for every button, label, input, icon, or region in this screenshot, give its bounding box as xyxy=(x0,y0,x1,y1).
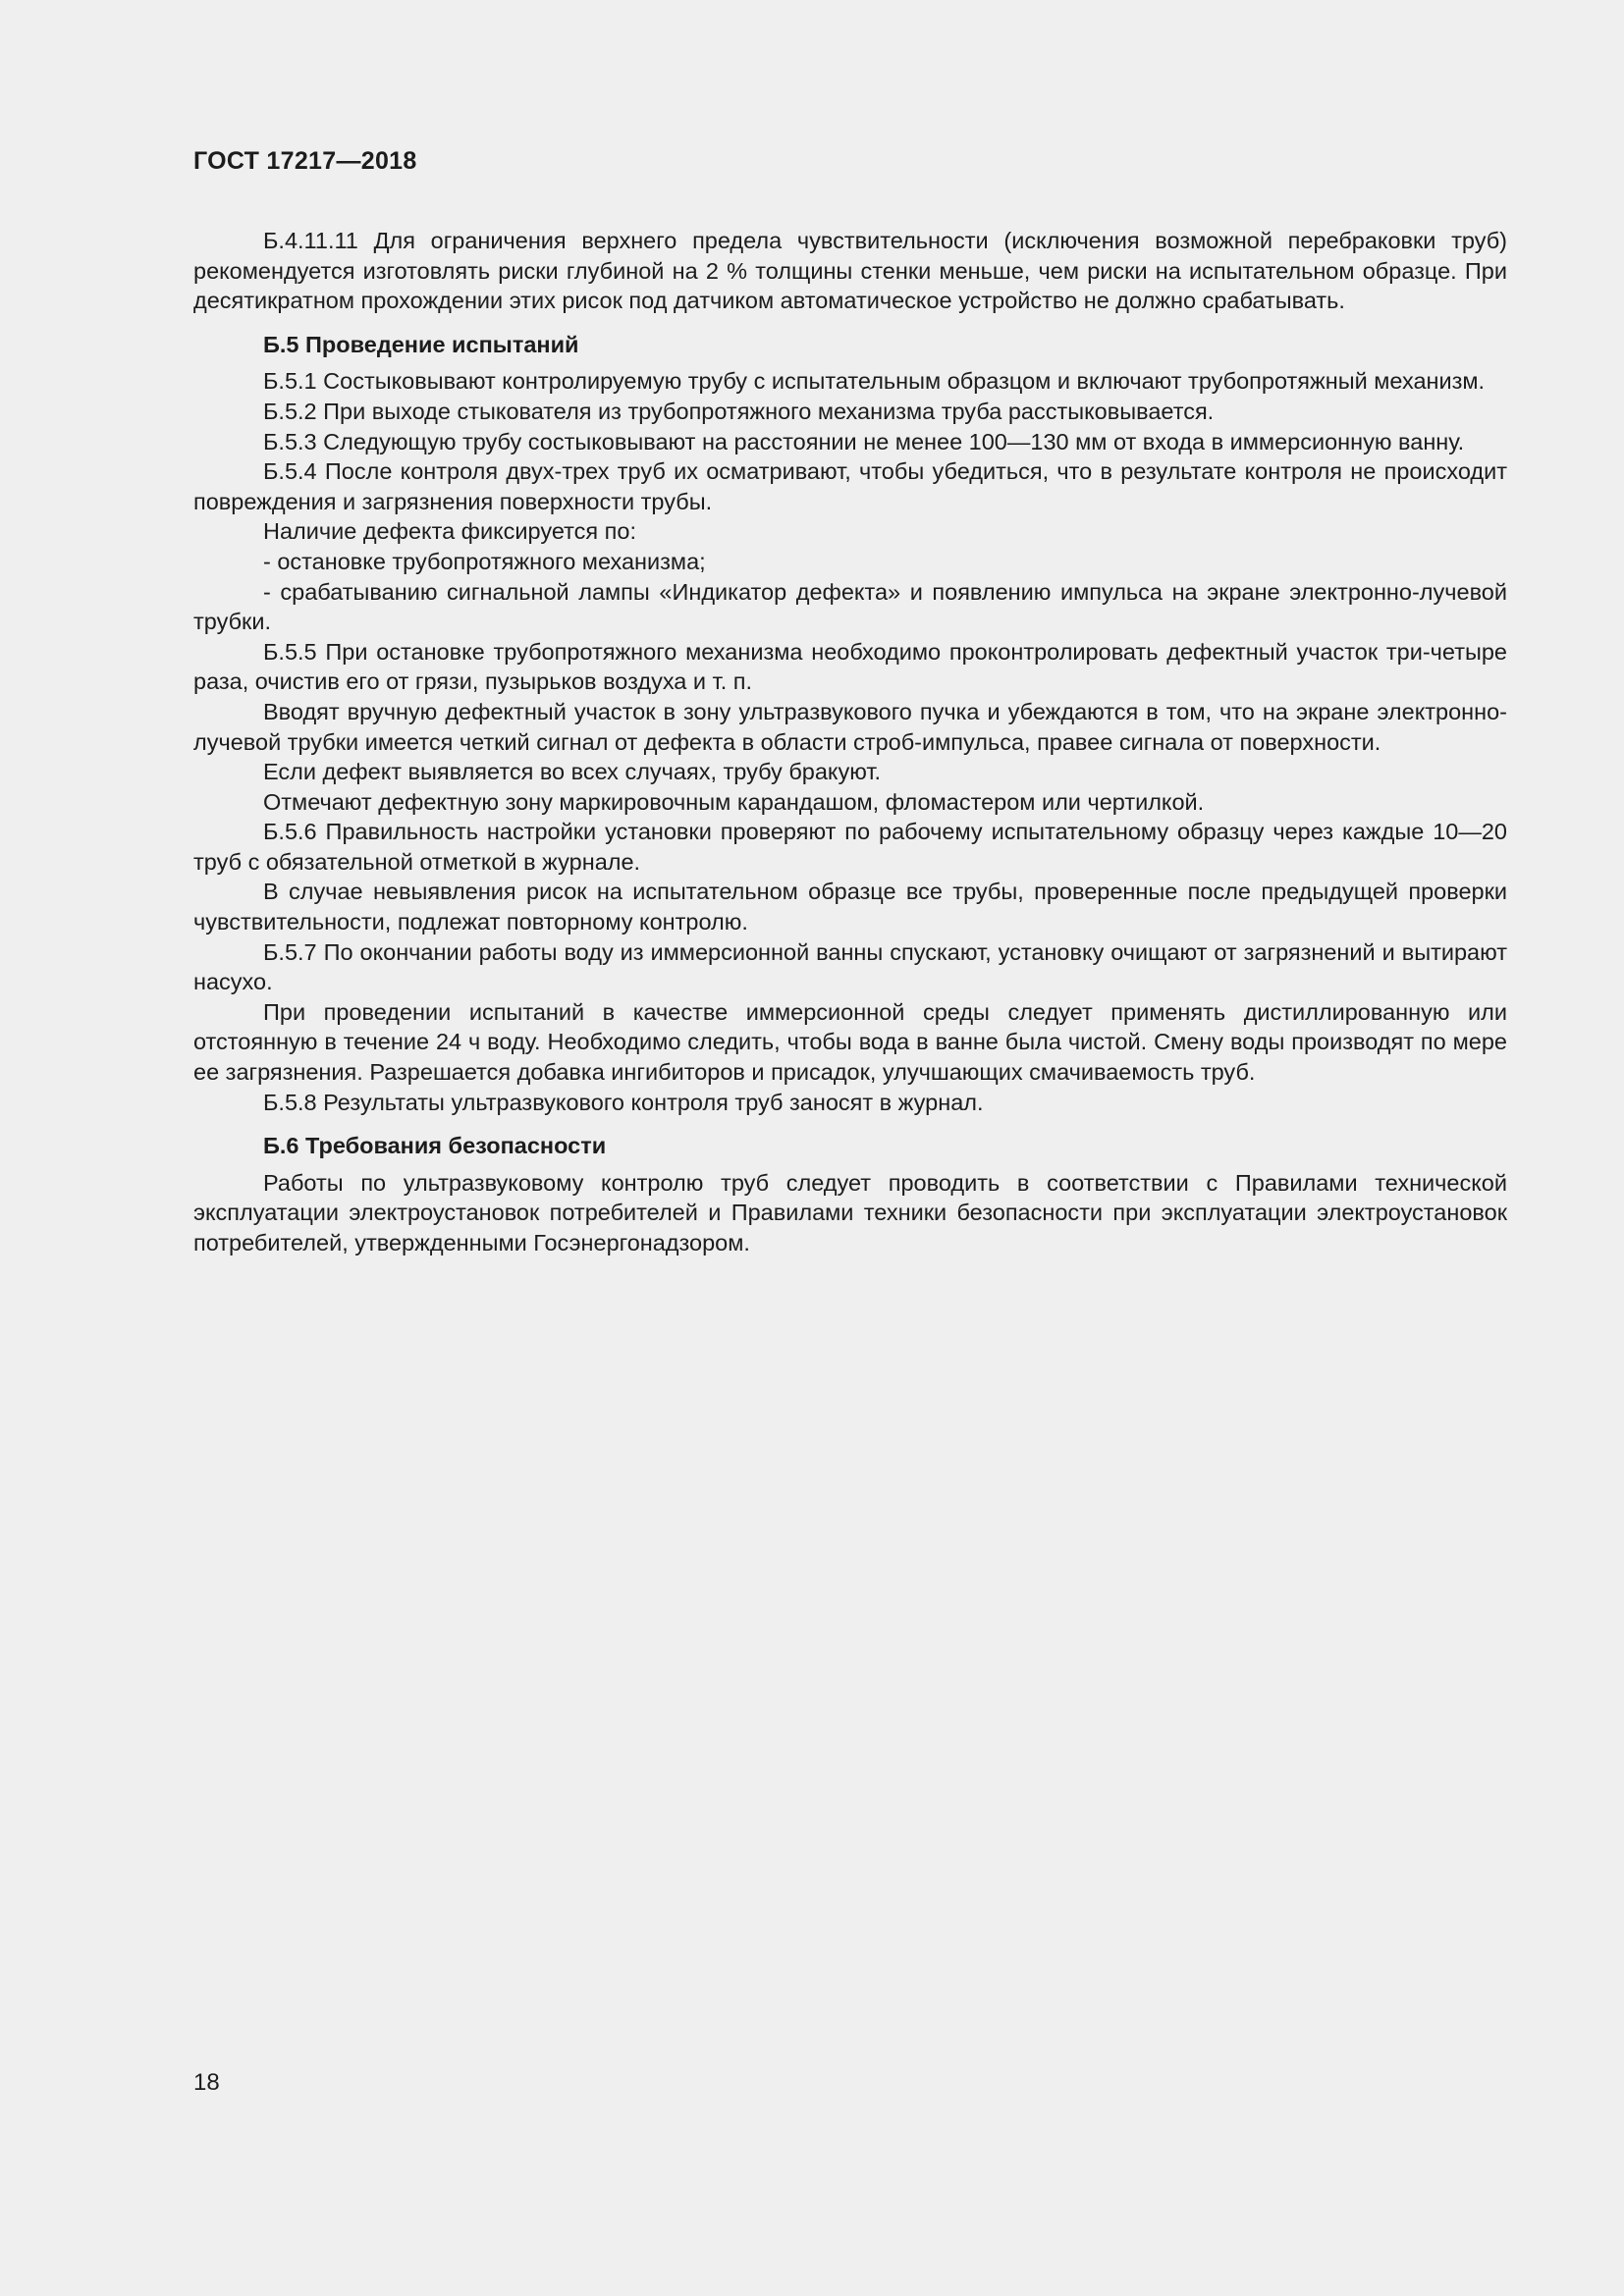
paragraph: Работы по ультразвуковому контролю труб следует проводить в соответствии с Правилами технической эксплуатации электроустановок потребителей и Правилами техники безопасности при эксплуатации электроустановок потребителей, утвержденными Госэнергонадзором. xyxy=(193,1169,1507,1255)
paragraph: Б.5.1 Состыковывают контролируемую трубу с испытательным образцом и включают трубопротяжный механизм. xyxy=(263,368,1486,395)
document-body xyxy=(193,226,1507,1258)
paragraph: Б.5.6 Правильность настройки установки проверяют по рабочему испытательному образцу через каждые 10—20 труб с обязательной отметкой в журнале. xyxy=(193,819,1507,875)
paragraph: Отмечают дефектную зону маркировочным карандашом, фломастером или чертилкой. xyxy=(263,788,1205,815)
paragraph: Б.5.3 Следующую трубу состыковывают на расстоянии не менее 100—130 мм от входа в иммерсионную ванну. xyxy=(263,428,1465,454)
paragraph: Б.5.5 При остановке трубопротяжного механизма необходимо проконтролировать дефектный участок три-четыре раза, очистив его от грязи, пузырьков воздуха и т. п. xyxy=(193,638,1507,695)
list-item: - срабатыванию сигнальной лампы «Индикатор дефекта» и появлению импульса на экране электронно-лучевой трубки. xyxy=(193,578,1507,635)
paragraph: Вводят вручную дефектный участок в зону ультразвукового пучка и убеждаются в том, что на экране электронно-лучевой трубки имеется четкий сигнал от дефекта в области строб-импульса, правее сигнала от поверхности. xyxy=(193,698,1507,755)
paragraph: Если дефект выявляется во всех случаях, трубу бракуют. xyxy=(263,759,882,785)
paragraph: Б.5.7 По окончании работы воду из иммерсионной ванны спускают, установку очищают от загрязнений и вытирают насухо. xyxy=(193,938,1507,995)
document-header: ГОСТ 17217—2018 xyxy=(193,147,417,175)
section-heading: Б.5 Проведение испытаний xyxy=(263,331,579,357)
page-number: 18 xyxy=(193,2069,220,2096)
paragraph: Б.4.11.11 Для ограничения верхнего предела чувствительности (исключения возможной перебраковки труб) рекомендуется изготовлять риски глубиной на 2 % толщины стенки меньше, чем риски на испытательном образце. При десятикратном прохождении этих рисок под датчиком автоматическое устройство не должно срабатывать. xyxy=(193,228,1507,314)
paragraph: Б.5.2 При выходе стыкователя из трубопротяжного механизма труба расстыковывается. xyxy=(263,398,1215,424)
section-heading: Б.6 Требования безопасности xyxy=(263,1133,607,1159)
paragraph: Б.5.4 После контроля двух-трех труб их осматривают, чтобы убедиться, что в результате контроля не происходит повреждения и загрязнения поверхности трубы. xyxy=(193,458,1507,514)
paragraph: Наличие дефекта фиксируется по: xyxy=(263,518,636,545)
paragraph: В случае невыявления рисок на испытательном образце все трубы, проверенные после предыдущей проверки чувствительности, подлежат повторному контролю. xyxy=(193,879,1507,935)
list-item: - остановке трубопротяжного механизма; xyxy=(263,548,706,574)
paragraph: Б.5.8 Результаты ультразвукового контроля труб заносят в журнал. xyxy=(263,1089,984,1115)
paragraph: При проведении испытаний в качестве иммерсионной среды следует применять дистиллированную или отстоянную в течение 24 ч воду. Необходимо следить, чтобы вода в ванне была чистой. Смену воды производят по мере ее загрязнения. Разрешается добавка ингибиторов и присадок, улучшающих смачиваемость труб. xyxy=(193,998,1507,1086)
